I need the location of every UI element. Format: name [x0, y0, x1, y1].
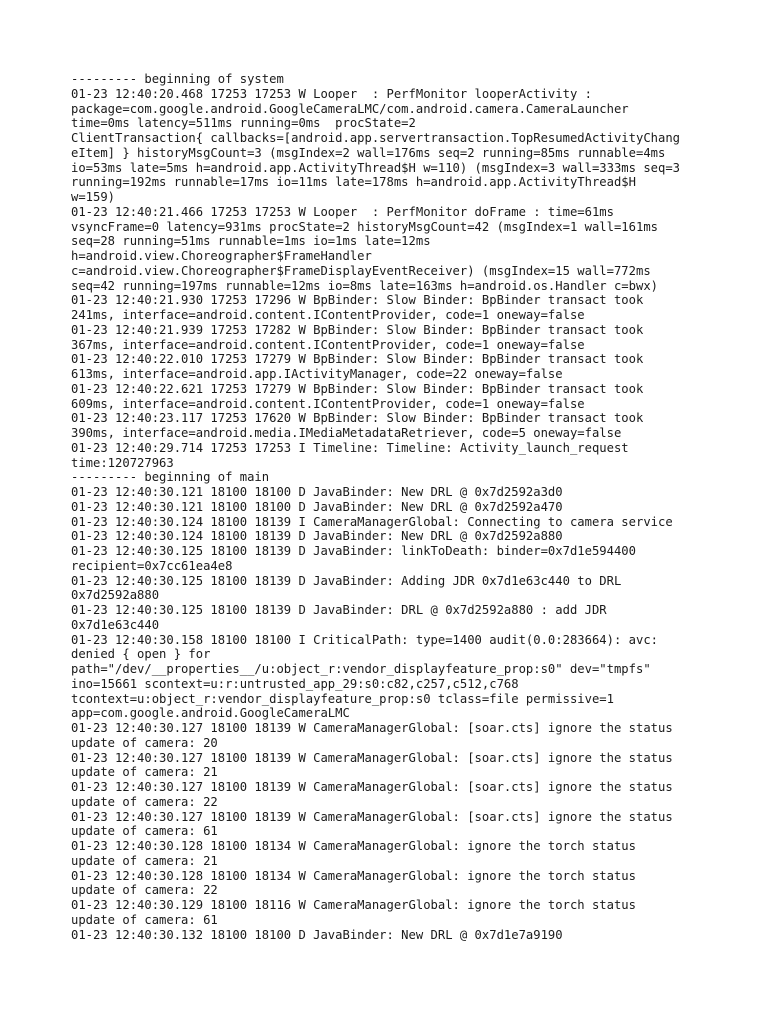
log-line: ino=15661 scontext=u:r:untrusted_app_29:s0:c82,c257,c512,c768: [71, 676, 519, 691]
log-line: update of camera: 22: [71, 794, 218, 809]
log-line: 01-23 12:40:30.127 18100 18139 W CameraManagerGlobal: [soar.cts] ignore the status: [71, 721, 673, 735]
log-line: time=0ms latency=511ms running=0ms procState=2: [71, 116, 416, 131]
log-line: seq=28 running=51ms runnable=1ms io=1ms late=12ms: [71, 234, 431, 249]
log-line: 01-23 12:40:30.127 18100 18139 W CameraManagerGlobal: [soar.cts] ignore the status: [71, 809, 673, 824]
log-line: 01-23 12:40:22.621 17253 17279 W BpBinder: Slow Binder: BpBinder transact took: [71, 381, 644, 396]
log-line: 01-23 12:40:20.468 17253 17253 W Looper : PerfMonitor looperActivity :: [71, 86, 592, 101]
log-line: recipient=0x7cc61ea4e8: [71, 558, 233, 573]
log-line: 01-23 12:40:23.117 17253 17620 W BpBinder: Slow Binder: BpBinder transact took: [71, 411, 644, 426]
log-line: 01-23 12:40:21.466 17253 17253 W Looper : PerfMonitor doFrame : time=61ms: [71, 204, 614, 219]
log-line: 01-23 12:40:21.939 17253 17282 W BpBinder: Slow Binder: BpBinder transact took: [71, 322, 644, 337]
log-line: c=android.view.Choreographer$FrameDisplayEventReceiver) (msgIndex=15 wall=772ms: [71, 263, 651, 278]
log-line: h=android.view.Choreographer$FrameHandler: [71, 249, 372, 263]
log-line: 01-23 12:40:30.125 18100 18139 D JavaBinder: Adding JDR 0x7d1e63c440 to DRL: [71, 573, 622, 588]
log-line: w=159): [71, 190, 116, 204]
log-line: package=com.google.android.GoogleCameraLMC/com.android.camera.CameraLauncher: [71, 101, 629, 116]
log-line: 01-23 12:40:30.128 18100 18134 W CameraManagerGlobal: ignore the torch status: [71, 868, 636, 883]
log-line: update of camera: 21: [71, 853, 218, 868]
log-line: 367ms, interface=android.content.IContentProvider, code=1 oneway=false: [71, 337, 585, 352]
log-line: running=192ms runnable=17ms io=11ms late=178ms h=android.app.ActivityThread$H: [71, 175, 636, 190]
log-line: 390ms, interface=android.media.IMediaMetadataRetriever, code=5 oneway=false: [71, 426, 622, 440]
log-line: tcontext=u:object_r:vendor_displayfeature_prop:s0 tclass=file permissive=1: [71, 691, 614, 706]
log-line: 0x7d1e63c440: [71, 617, 160, 632]
log-line: update of camera: 20: [71, 735, 218, 750]
log-line: 01-23 12:40:30.127 18100 18139 W CameraManagerGlobal: [soar.cts] ignore the status: [71, 750, 673, 765]
log-line: 01-23 12:40:29.714 17253 17253 I Timeline: Timeline: Activity_launch_request: [71, 440, 629, 455]
log-line: denied { open } for: [71, 647, 211, 662]
log-line: update of camera: 61: [71, 824, 218, 839]
log-document: [71, 72, 711, 942]
log-line: 01-23 12:40:30.132 18100 18100 D JavaBinder: New DRL @ 0x7d1e7a9190: [71, 927, 563, 942]
log-line: --------- beginning of main: [71, 470, 270, 485]
log-line: 609ms, interface=android.content.IContentProvider, code=1 oneway=false: [71, 396, 585, 411]
log-line: path="/dev/__properties__/u:object_r:vendor_displayfeature_prop:s0" dev="tmpfs": [71, 662, 651, 676]
log-line: time:120727963: [71, 455, 174, 470]
log-line: 01-23 12:40:30.125 18100 18139 D JavaBinder: linkToDeath: binder=0x7d1e594400: [71, 544, 636, 558]
log-line: 613ms, interface=android.app.IActivityManager, code=22 oneway=false: [71, 367, 563, 381]
log-line: 01-23 12:40:30.124 18100 18139 D JavaBinder: New DRL @ 0x7d2592a880: [71, 529, 563, 544]
log-line: seq=42 running=197ms runnable=12ms io=8ms late=163ms h=android.os.Handler c=bwx): [71, 278, 658, 293]
log-line: 0x7d2592a880: [71, 588, 160, 603]
log-line: io=53ms late=5ms h=android.app.ActivityThread$H w=110) (msgIndex=3 wall=333ms seq=3: [71, 160, 681, 175]
log-line: vsyncFrame=0 latency=931ms procState=2 historyMsgCount=42 (msgIndex=1 wall=161ms: [71, 219, 658, 234]
log-line: 241ms, interface=android.content.IContentProvider, code=1 oneway=false: [71, 308, 585, 322]
log-line: app=com.google.android.GoogleCameraLMC: [71, 706, 350, 721]
log-line: update of camera: 21: [71, 765, 218, 780]
log-line: 01-23 12:40:21.930 17253 17296 W BpBinder: Slow Binder: BpBinder transact took: [71, 293, 644, 308]
log-line: 01-23 12:40:30.158 18100 18100 I CriticalPath: type=1400 audit(0.0:283664): avc:: [71, 632, 658, 647]
log-line: 01-23 12:40:30.124 18100 18139 I CameraManagerGlobal: Connecting to camera service: [71, 514, 673, 529]
log-line: 01-23 12:40:30.127 18100 18139 W CameraManagerGlobal: [soar.cts] ignore the status: [71, 780, 673, 794]
log-line: 01-23 12:40:30.129 18100 18116 W CameraManagerGlobal: ignore the torch status: [71, 898, 636, 912]
log-line: 01-23 12:40:30.121 18100 18100 D JavaBinder: New DRL @ 0x7d2592a3d0: [71, 485, 563, 499]
log-line: update of camera: 22: [71, 883, 218, 898]
log-line: 01-23 12:40:22.010 17253 17279 W BpBinder: Slow Binder: BpBinder transact took: [71, 352, 644, 367]
log-line: 01-23 12:40:30.128 18100 18134 W CameraManagerGlobal: ignore the torch status: [71, 839, 636, 853]
log-line: eItem] } historyMsgCount=3 (msgIndex=2 wall=176ms seq=2 running=85ms runnable=4ms: [71, 145, 666, 160]
log-line: update of camera: 61: [71, 912, 218, 927]
log-line: --------- beginning of system: [71, 72, 284, 86]
log-line: 01-23 12:40:30.125 18100 18139 D JavaBinder: DRL @ 0x7d2592a880 : add JDR: [71, 603, 607, 617]
log-line: 01-23 12:40:30.121 18100 18100 D JavaBinder: New DRL @ 0x7d2592a470: [71, 499, 563, 514]
log-line: ClientTransaction{ callbacks=[android.app.servertransaction.TopResumedActivityChang: [71, 131, 681, 145]
